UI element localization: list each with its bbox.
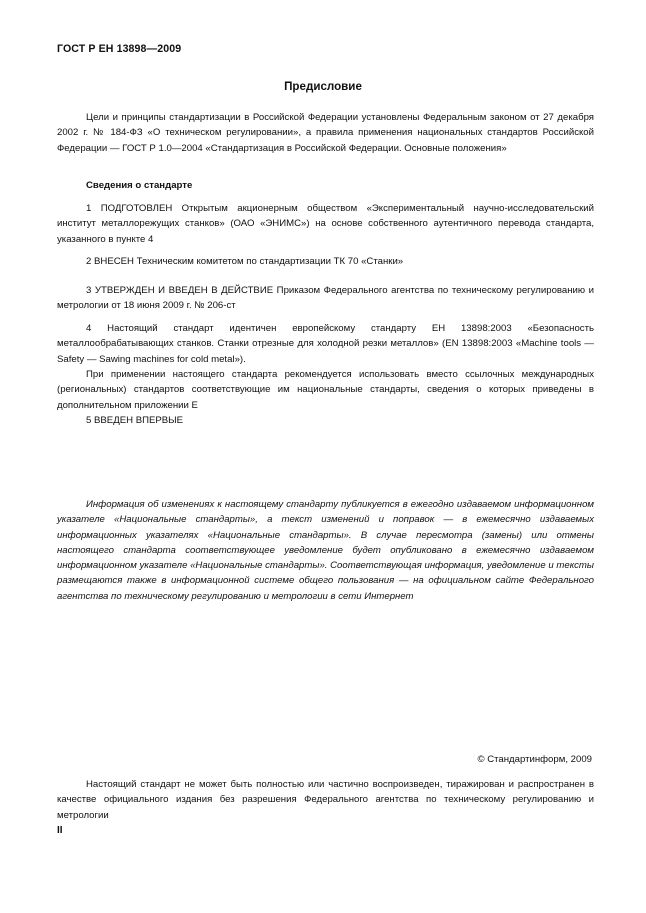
info-notice: Информация об изменениях к настоящему стандарту публикуется в ежегодно издаваемом информационном указателе «Национальные стандарты», а текст изменений и поправок — в ежемесячно издаваемых информационных указателях «Национальные стандарты». В случае пересмотра (замены) или отмены настоящего стандарта соответствующее уведомление будет опубликовано в ежемесячно издаваемом информационном указателе «Национальные стандарты». Соответствующая информация, уведомление и тексты размещаются также в информационной системе общего пользования — на официальном сайте Федерального агентства по техническому регулированию и метрологии в сети Интернет xyxy=(57,499,594,602)
section-heading: Сведения о стандарте xyxy=(86,180,193,191)
page-number: II xyxy=(57,825,63,836)
item-first-introduced: 5 ВВЕДЕН ВПЕРВЫЕ xyxy=(86,415,184,426)
item-prepared: 1 ПОДГОТОВЛЕН Открытым акционерным обществом «Экспериментальный научно-исследовательский институт металлорежущих станков» (ОАО «ЭНИМС») на основе собственного аутентичного перевода стандарта, указанного в пункте 4 xyxy=(57,203,594,245)
item-identical: 4 Настоящий стандарт идентичен европейскому стандарту ЕН 13898:2003 «Безопасность металлообрабатывающих станков. Станки отрезные для холодной резки металлов» (EN 13898:2003 «Machine tools — Safety — Sawing machines for cold metal»). xyxy=(57,323,594,365)
reproduction-notice: Настоящий стандарт не может быть полностью или частично воспроизведен, тиражирован и распространен в качестве официального издания без разрешения Федерального агентства по техническому регулированию и метрологии xyxy=(57,779,594,821)
standard-code: ГОСТ Р ЕН 13898—2009 xyxy=(57,43,182,55)
item-approved: 3 УТВЕРЖДЕН И ВВЕДЕН В ДЕЙСТВИЕ Приказом Федерального агентства по техническому регулированию и метрологии от 18 июня 2009 г. № 206-ст xyxy=(57,285,594,312)
page-title: Предисловие xyxy=(284,80,362,93)
item-application-note: При применении настоящего стандарта рекомендуется использовать вместо ссылочных международных (региональных) стандартов соответствующие им национальные стандарты, сведения о которых приведены в дополнительном приложении Е xyxy=(57,369,594,411)
item-submitted: 2 ВНЕСЕН Техническим комитетом по стандартизации ТК 70 «Станки» xyxy=(86,256,404,267)
copyright-line: © Стандартинформ, 2009 xyxy=(477,754,592,765)
intro-paragraph: Цели и принципы стандартизации в Российской Федерации установлены Федеральным законом от 27 декабря 2002 г. № 184-ФЗ «О техническом регулировании», а правила применения национальных стандартов Российской Федерации — ГОСТ Р 1.0—2004 «Стандартизация в Российской Федерации. Основные положения» xyxy=(57,112,594,154)
